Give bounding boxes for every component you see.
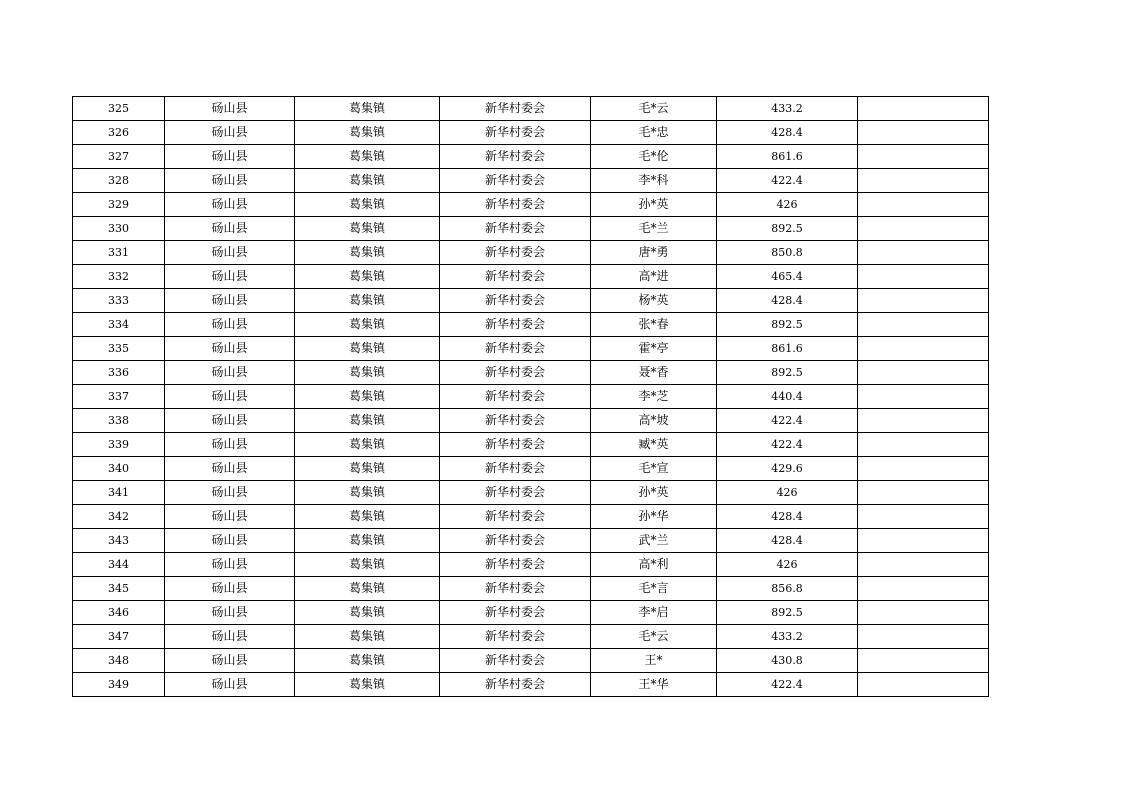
cell-number: 347 (73, 625, 165, 649)
cell-county: 砀山县 (165, 97, 295, 121)
cell-village: 新华村委会 (440, 121, 591, 145)
cell-town: 葛集镇 (295, 529, 440, 553)
cell-name: 李*芝 (591, 385, 717, 409)
cell-county: 砀山县 (165, 241, 295, 265)
table-row (73, 145, 989, 169)
cell-note (858, 529, 989, 553)
cell-note (858, 553, 989, 577)
table-row (73, 409, 989, 433)
cell-county: 砀山县 (165, 385, 295, 409)
cell-town: 葛集镇 (295, 601, 440, 625)
cell-county: 砀山县 (165, 217, 295, 241)
cell-note (858, 145, 989, 169)
cell-village: 新华村委会 (440, 553, 591, 577)
cell-town: 葛集镇 (295, 409, 440, 433)
cell-name: 毛*宣 (591, 457, 717, 481)
cell-note (858, 289, 989, 313)
cell-number: 340 (73, 457, 165, 481)
cell-name: 高*坡 (591, 409, 717, 433)
cell-note (858, 97, 989, 121)
cell-number: 335 (73, 337, 165, 361)
cell-village: 新华村委会 (440, 193, 591, 217)
cell-name: 聂*香 (591, 361, 717, 385)
cell-amount: 428.4 (717, 529, 858, 553)
cell-name: 王*华 (591, 673, 717, 697)
cell-amount: 422.4 (717, 409, 858, 433)
cell-county: 砀山县 (165, 169, 295, 193)
cell-note (858, 481, 989, 505)
cell-town: 葛集镇 (295, 553, 440, 577)
cell-amount: 892.5 (717, 361, 858, 385)
cell-village: 新华村委会 (440, 433, 591, 457)
cell-county: 砀山县 (165, 433, 295, 457)
cell-number: 328 (73, 169, 165, 193)
cell-note (858, 313, 989, 337)
cell-name: 李*科 (591, 169, 717, 193)
cell-name: 武*兰 (591, 529, 717, 553)
cell-county: 砀山县 (165, 553, 295, 577)
cell-name: 孙*英 (591, 193, 717, 217)
cell-amount: 422.4 (717, 673, 858, 697)
cell-village: 新华村委会 (440, 481, 591, 505)
table-body (73, 97, 989, 697)
cell-village: 新华村委会 (440, 649, 591, 673)
cell-name: 臧*英 (591, 433, 717, 457)
cell-county: 砀山县 (165, 505, 295, 529)
cell-village: 新华村委会 (440, 361, 591, 385)
cell-village: 新华村委会 (440, 217, 591, 241)
cell-village: 新华村委会 (440, 265, 591, 289)
cell-name: 毛*言 (591, 577, 717, 601)
table-row (73, 217, 989, 241)
cell-amount: 428.4 (717, 289, 858, 313)
cell-note (858, 361, 989, 385)
table-row (73, 481, 989, 505)
cell-county: 砀山县 (165, 457, 295, 481)
cell-town: 葛集镇 (295, 577, 440, 601)
cell-number: 339 (73, 433, 165, 457)
cell-county: 砀山县 (165, 313, 295, 337)
cell-county: 砀山县 (165, 337, 295, 361)
cell-name: 毛*伦 (591, 145, 717, 169)
cell-village: 新华村委会 (440, 97, 591, 121)
table-row (73, 433, 989, 457)
cell-town: 葛集镇 (295, 121, 440, 145)
cell-number: 344 (73, 553, 165, 577)
cell-village: 新华村委会 (440, 577, 591, 601)
cell-number: 342 (73, 505, 165, 529)
cell-amount: 465.4 (717, 265, 858, 289)
cell-number: 330 (73, 217, 165, 241)
cell-amount: 861.6 (717, 337, 858, 361)
cell-village: 新华村委会 (440, 337, 591, 361)
table-row (73, 649, 989, 673)
cell-town: 葛集镇 (295, 625, 440, 649)
cell-county: 砀山县 (165, 601, 295, 625)
cell-note (858, 433, 989, 457)
cell-name: 高*利 (591, 553, 717, 577)
table-row (73, 553, 989, 577)
cell-village: 新华村委会 (440, 505, 591, 529)
cell-village: 新华村委会 (440, 409, 591, 433)
cell-name: 王* (591, 649, 717, 673)
cell-number: 348 (73, 649, 165, 673)
cell-note (858, 169, 989, 193)
cell-number: 345 (73, 577, 165, 601)
table-row (73, 361, 989, 385)
cell-village: 新华村委会 (440, 313, 591, 337)
cell-name: 毛*兰 (591, 217, 717, 241)
cell-county: 砀山县 (165, 145, 295, 169)
cell-village: 新华村委会 (440, 241, 591, 265)
table-row (73, 505, 989, 529)
table-row (73, 169, 989, 193)
cell-town: 葛集镇 (295, 385, 440, 409)
cell-town: 葛集镇 (295, 241, 440, 265)
cell-county: 砀山县 (165, 673, 295, 697)
cell-number: 346 (73, 601, 165, 625)
cell-note (858, 505, 989, 529)
cell-number: 327 (73, 145, 165, 169)
cell-amount: 850.8 (717, 241, 858, 265)
cell-amount: 440.4 (717, 385, 858, 409)
cell-name: 李*启 (591, 601, 717, 625)
cell-town: 葛集镇 (295, 217, 440, 241)
cell-village: 新华村委会 (440, 457, 591, 481)
cell-village: 新华村委会 (440, 673, 591, 697)
cell-number: 332 (73, 265, 165, 289)
table-row (73, 457, 989, 481)
cell-county: 砀山县 (165, 361, 295, 385)
cell-note (858, 409, 989, 433)
cell-town: 葛集镇 (295, 97, 440, 121)
cell-village: 新华村委会 (440, 169, 591, 193)
cell-number: 343 (73, 529, 165, 553)
cell-amount: 422.4 (717, 433, 858, 457)
cell-amount: 433.2 (717, 625, 858, 649)
table-row (73, 241, 989, 265)
cell-note (858, 625, 989, 649)
cell-note (858, 265, 989, 289)
cell-amount: 861.6 (717, 145, 858, 169)
cell-amount: 426 (717, 553, 858, 577)
table-row (73, 289, 989, 313)
cell-town: 葛集镇 (295, 265, 440, 289)
cell-number: 334 (73, 313, 165, 337)
cell-county: 砀山县 (165, 481, 295, 505)
cell-county: 砀山县 (165, 529, 295, 553)
table-row (73, 265, 989, 289)
cell-number: 349 (73, 673, 165, 697)
cell-name: 毛*云 (591, 97, 717, 121)
cell-note (858, 601, 989, 625)
cell-county: 砀山县 (165, 649, 295, 673)
cell-number: 336 (73, 361, 165, 385)
cell-town: 葛集镇 (295, 361, 440, 385)
table-row (73, 97, 989, 121)
cell-amount: 422.4 (717, 169, 858, 193)
cell-village: 新华村委会 (440, 289, 591, 313)
cell-town: 葛集镇 (295, 433, 440, 457)
cell-note (858, 457, 989, 481)
cell-village: 新华村委会 (440, 529, 591, 553)
table-row (73, 601, 989, 625)
cell-town: 葛集镇 (295, 313, 440, 337)
cell-amount: 426 (717, 193, 858, 217)
cell-note (858, 337, 989, 361)
cell-note (858, 241, 989, 265)
cell-name: 孙*英 (591, 481, 717, 505)
cell-amount: 428.4 (717, 505, 858, 529)
cell-village: 新华村委会 (440, 145, 591, 169)
cell-name: 霍*亭 (591, 337, 717, 361)
cell-village: 新华村委会 (440, 601, 591, 625)
table-row (73, 121, 989, 145)
cell-county: 砀山县 (165, 625, 295, 649)
cell-county: 砀山县 (165, 289, 295, 313)
cell-name: 杨*英 (591, 289, 717, 313)
table-row (73, 625, 989, 649)
cell-town: 葛集镇 (295, 169, 440, 193)
cell-town: 葛集镇 (295, 145, 440, 169)
cell-number: 333 (73, 289, 165, 313)
cell-amount: 429.6 (717, 457, 858, 481)
cell-village: 新华村委会 (440, 385, 591, 409)
table-row (73, 577, 989, 601)
cell-town: 葛集镇 (295, 457, 440, 481)
cell-amount: 433.2 (717, 97, 858, 121)
table-row (73, 673, 989, 697)
cell-number: 329 (73, 193, 165, 217)
cell-amount: 892.5 (717, 601, 858, 625)
cell-county: 砀山县 (165, 265, 295, 289)
cell-village: 新华村委会 (440, 625, 591, 649)
cell-note (858, 577, 989, 601)
cell-number: 337 (73, 385, 165, 409)
cell-county: 砀山县 (165, 409, 295, 433)
cell-county: 砀山县 (165, 193, 295, 217)
cell-number: 325 (73, 97, 165, 121)
cell-amount: 856.8 (717, 577, 858, 601)
cell-amount: 430.8 (717, 649, 858, 673)
cell-amount: 426 (717, 481, 858, 505)
cell-town: 葛集镇 (295, 193, 440, 217)
cell-name: 张*春 (591, 313, 717, 337)
cell-note (858, 673, 989, 697)
table-row (73, 193, 989, 217)
cell-name: 孙*华 (591, 505, 717, 529)
cell-county: 砀山县 (165, 577, 295, 601)
cell-number: 331 (73, 241, 165, 265)
cell-town: 葛集镇 (295, 505, 440, 529)
cell-note (858, 121, 989, 145)
cell-number: 341 (73, 481, 165, 505)
cell-number: 326 (73, 121, 165, 145)
cell-amount: 892.5 (717, 217, 858, 241)
cell-note (858, 193, 989, 217)
cell-town: 葛集镇 (295, 289, 440, 313)
cell-county: 砀山县 (165, 121, 295, 145)
cell-town: 葛集镇 (295, 673, 440, 697)
table-row (73, 337, 989, 361)
cell-note (858, 217, 989, 241)
cell-town: 葛集镇 (295, 481, 440, 505)
table-row (73, 385, 989, 409)
cell-amount: 428.4 (717, 121, 858, 145)
cell-note (858, 649, 989, 673)
cell-note (858, 385, 989, 409)
cell-name: 唐*勇 (591, 241, 717, 265)
table-row (73, 529, 989, 553)
cell-name: 高*进 (591, 265, 717, 289)
table-row (73, 313, 989, 337)
cell-number: 338 (73, 409, 165, 433)
cell-town: 葛集镇 (295, 649, 440, 673)
cell-name: 毛*云 (591, 625, 717, 649)
cell-name: 毛*忠 (591, 121, 717, 145)
records-table (72, 96, 989, 697)
cell-amount: 892.5 (717, 313, 858, 337)
data-sheet (72, 96, 988, 697)
cell-town: 葛集镇 (295, 337, 440, 361)
